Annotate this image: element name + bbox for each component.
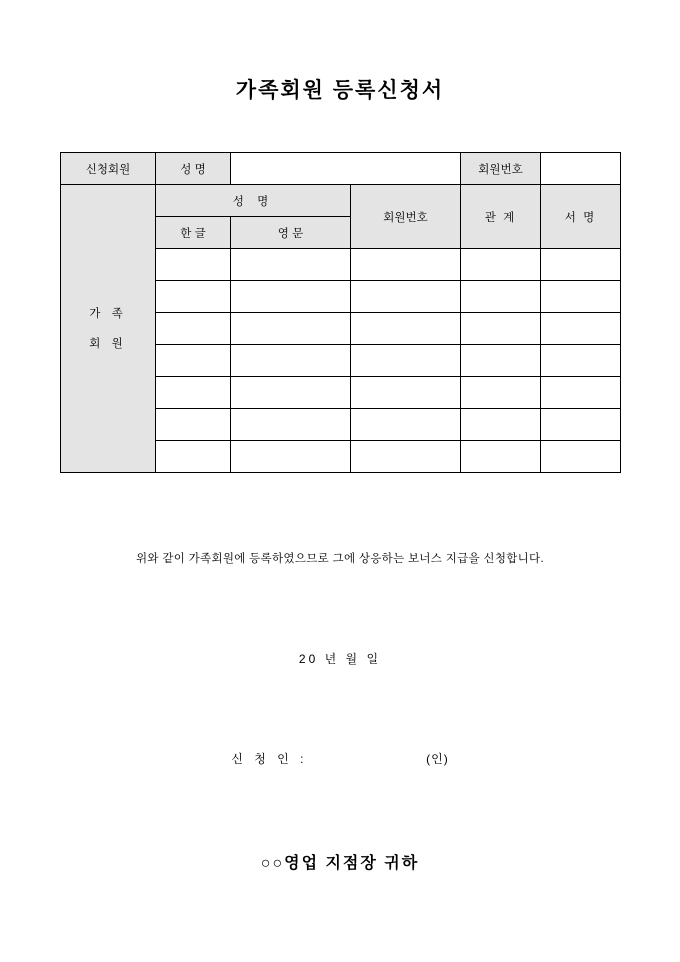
cell-member-no[interactable]: [351, 281, 461, 313]
cell-name-english[interactable]: [231, 313, 351, 345]
signer-seal-mark: (인): [426, 752, 449, 766]
cell-signature[interactable]: [541, 345, 621, 377]
header-name-english: 영 문: [231, 217, 351, 249]
cell-name-english[interactable]: [231, 409, 351, 441]
header-signature: 서 명: [541, 185, 621, 249]
cell-member-no[interactable]: [351, 409, 461, 441]
header-relation: 관 계: [461, 185, 541, 249]
family-section-label-line2: 회 원: [89, 337, 127, 350]
cell-signature[interactable]: [541, 281, 621, 313]
cell-name-korean[interactable]: [156, 313, 231, 345]
cell-name-korean[interactable]: [156, 377, 231, 409]
cell-name-english[interactable]: [231, 441, 351, 473]
cell-name-korean[interactable]: [156, 441, 231, 473]
cell-signature[interactable]: [541, 377, 621, 409]
cell-name-english[interactable]: [231, 281, 351, 313]
applicant-label: 신청회원: [61, 153, 156, 185]
signer-label: 신 청 인 :: [231, 752, 308, 766]
cell-name-korean[interactable]: [156, 249, 231, 281]
cell-relation[interactable]: [461, 281, 541, 313]
cell-name-korean[interactable]: [156, 281, 231, 313]
applicant-member-no-label: 회원번호: [461, 153, 541, 185]
page-title: 가족회원 등록신청서: [235, 79, 445, 102]
cell-relation[interactable]: [461, 249, 541, 281]
cell-name-korean[interactable]: [156, 409, 231, 441]
cell-member-no[interactable]: [351, 249, 461, 281]
cell-member-no[interactable]: [351, 345, 461, 377]
cell-relation[interactable]: [461, 377, 541, 409]
header-name-group: 성 명: [156, 185, 351, 217]
applicant-name-value[interactable]: [231, 153, 461, 185]
cell-relation[interactable]: [461, 313, 541, 345]
header-member-no: 회원번호: [351, 185, 461, 249]
footer-addressee: ○○영업 지점장 귀하: [260, 855, 420, 872]
cell-member-no[interactable]: [351, 441, 461, 473]
applicant-name-label: 성 명: [156, 153, 231, 185]
family-registration-table: [60, 152, 621, 473]
signer-line: [0, 750, 680, 767]
cell-name-english[interactable]: [231, 249, 351, 281]
cell-name-korean[interactable]: [156, 345, 231, 377]
cell-member-no[interactable]: [351, 377, 461, 409]
cell-name-english[interactable]: [231, 345, 351, 377]
date-line: 20 년 월 일: [298, 652, 382, 666]
applicant-member-no-value[interactable]: [541, 153, 621, 185]
cell-member-no[interactable]: [351, 313, 461, 345]
family-section-label: [61, 185, 156, 473]
statement-text: 위와 같이 가족회원에 등록하였으므로 그에 상응하는 보너스 지급을 신청합니다.: [136, 553, 544, 565]
cell-signature[interactable]: [541, 313, 621, 345]
cell-signature[interactable]: [541, 249, 621, 281]
cell-name-english[interactable]: [231, 377, 351, 409]
table-header-row-1: [61, 185, 621, 217]
family-section-label-line1: 가 족: [89, 307, 127, 320]
cell-signature[interactable]: [541, 441, 621, 473]
header-name-korean: 한 글: [156, 217, 231, 249]
cell-relation[interactable]: [461, 441, 541, 473]
cell-signature[interactable]: [541, 409, 621, 441]
cell-relation[interactable]: [461, 409, 541, 441]
cell-relation[interactable]: [461, 345, 541, 377]
table-row-applicant: [61, 153, 621, 185]
